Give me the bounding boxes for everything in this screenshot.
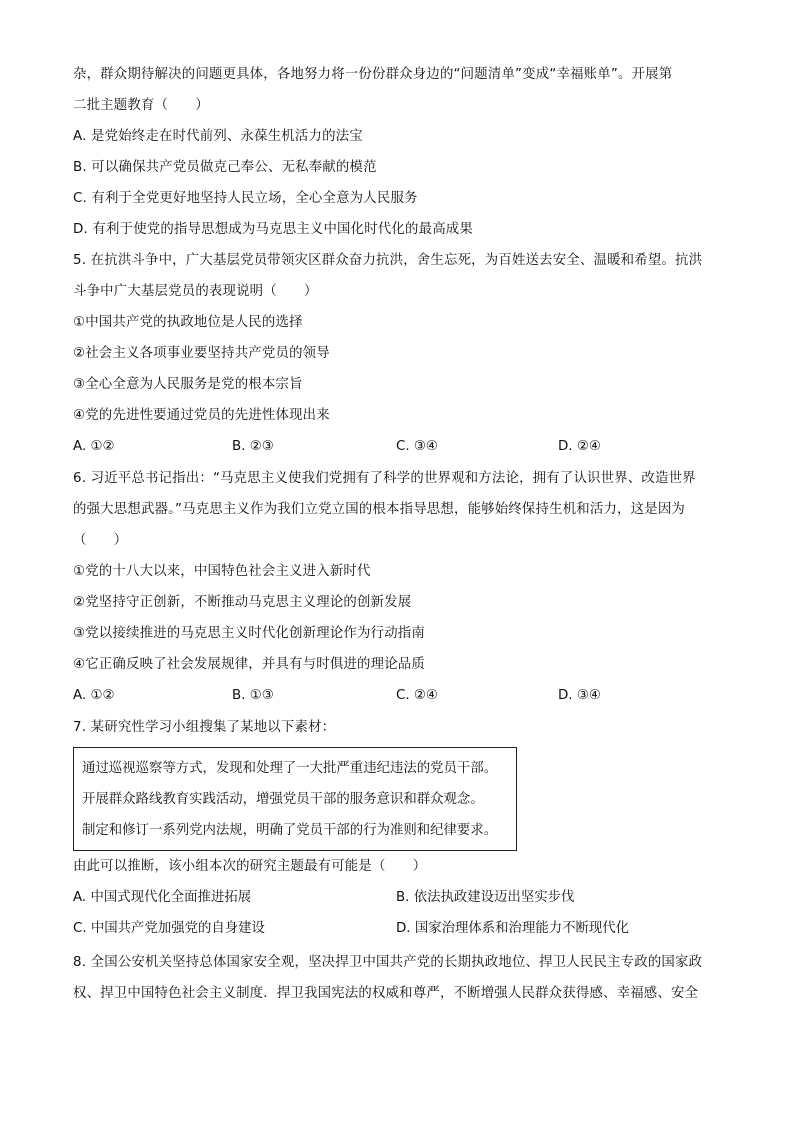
question-6-choice-d: D. ③④ [558,688,601,703]
question-5-item-4: ④党的先进性要通过党员的先进性体现出来 [73,408,330,423]
question-5-item-2: ②社会主义各项事业要坚持共产党员的领导 [73,346,330,361]
material-line-3: 制定和修订一系列党内法规，明确了党员干部的行为准则和纪律要求。 [82,823,498,838]
question-6-item-3: ③党以接续推进的马克思主义时代化创新理论作为行动指南 [73,626,425,641]
question-4-option-a: A. 是党始终走在时代前列、永葆生机活力的法宝 [73,129,363,144]
question-7-choice-c: C. 中国共产党加强党的自身建设 [73,921,265,936]
question-5-stem-line-2: 斗争中广大基层党员的表现说明（ ） [73,284,318,299]
material-box [73,747,517,851]
question-4-stem-line-1: 杂，群众期待解决的问题更具体，各地努力将一份份群众身边的“问题清单”变成“幸福账单”。开展第 [73,67,673,82]
question-6-stem-line-3: （ ） [73,533,128,548]
question-5-choice-d: D. ②④ [558,439,601,454]
question-5-choice-c: C. ③④ [396,439,438,454]
question-5-item-3: ③全心全意为人民服务是党的根本宗旨 [73,377,303,392]
question-4-option-b: B. 可以确保共产党员做克己奉公、无私奉献的模范 [73,160,377,175]
question-6-choice-a: A. ①② [73,688,115,703]
question-6-choice-c: C. ②④ [396,688,438,703]
question-6-stem-line-1: 6. 习近平总书记指出：“马克思主义使我们党拥有了科学的世界观和方法论，拥有了认识世界、改造世界 [73,471,696,486]
question-6-item-1: ①党的十八大以来，中国特色社会主义进入新时代 [73,564,371,579]
question-7-choice-b: B. 依法执政建设迈出坚实步伐 [396,890,575,905]
question-6-item-2: ②党坚持守正创新，不断推动马克思主义理论的创新发展 [73,595,412,610]
question-5-choice-a: A. ①② [73,439,115,454]
question-6-item-4: ④它正确反映了社会发展规律，并具有与时俱进的理论品质 [73,657,425,672]
question-6-choice-b: B. ①③ [232,688,274,703]
question-7-stem: 7. 某研究性学习小组搜集了某地以下素材： [73,720,336,735]
material-line-2: 开展群众路线教育实践活动，增强党员干部的服务意识和群众观念。 [82,792,484,807]
question-5-item-1: ①中国共产党的执政地位是人民的选择 [73,315,303,330]
question-6-stem-line-2: 的强大思想武器。”马克思主义作为我们立党立国的根本指导思想，能够始终保持生机和活力，这是因为 [73,502,686,517]
question-4-option-d: D. 有利于使党的指导思想成为马克思主义中国化时代化的最高成果 [73,222,473,237]
material-line-1: 通过巡视巡察等方式，发现和处理了一大批严重违纪违法的党员干部。 [82,761,498,776]
question-5-stem-line-1: 5. 在抗洪斗争中，广大基层党员带领灾区群众奋力抗洪，舍生忘死，为百姓送去安全、温暖和希望。抗洪 [73,253,703,268]
question-4-option-c: C. 有利于全党更好地坚持人民立场，全心全意为人民服务 [73,191,418,206]
question-5-choice-b: B. ②③ [232,439,274,454]
question-7-question: 由此可以推断，该小组本次的研究主题最有可能是（ ） [73,859,427,874]
question-8-stem-line-2: 权、捍卫中国特色社会主义制度．捍卫我国宪法的权威和尊严，不断增强人民群众获得感、幸福感、安全 [73,986,699,1001]
question-7-choice-a: A. 中国式现代化全面推进拓展 [73,890,252,905]
question-7-choice-d: D. 国家治理体系和治理能力不断现代化 [396,921,630,936]
question-8-stem-line-1: 8. 全国公安机关坚持总体国家安全观，坚决捍卫中国共产党的长期执政地位、捍卫人民民主专政的国家政 [73,955,703,970]
question-4-stem-line-2: 二批主题教育（ ） [73,98,209,113]
